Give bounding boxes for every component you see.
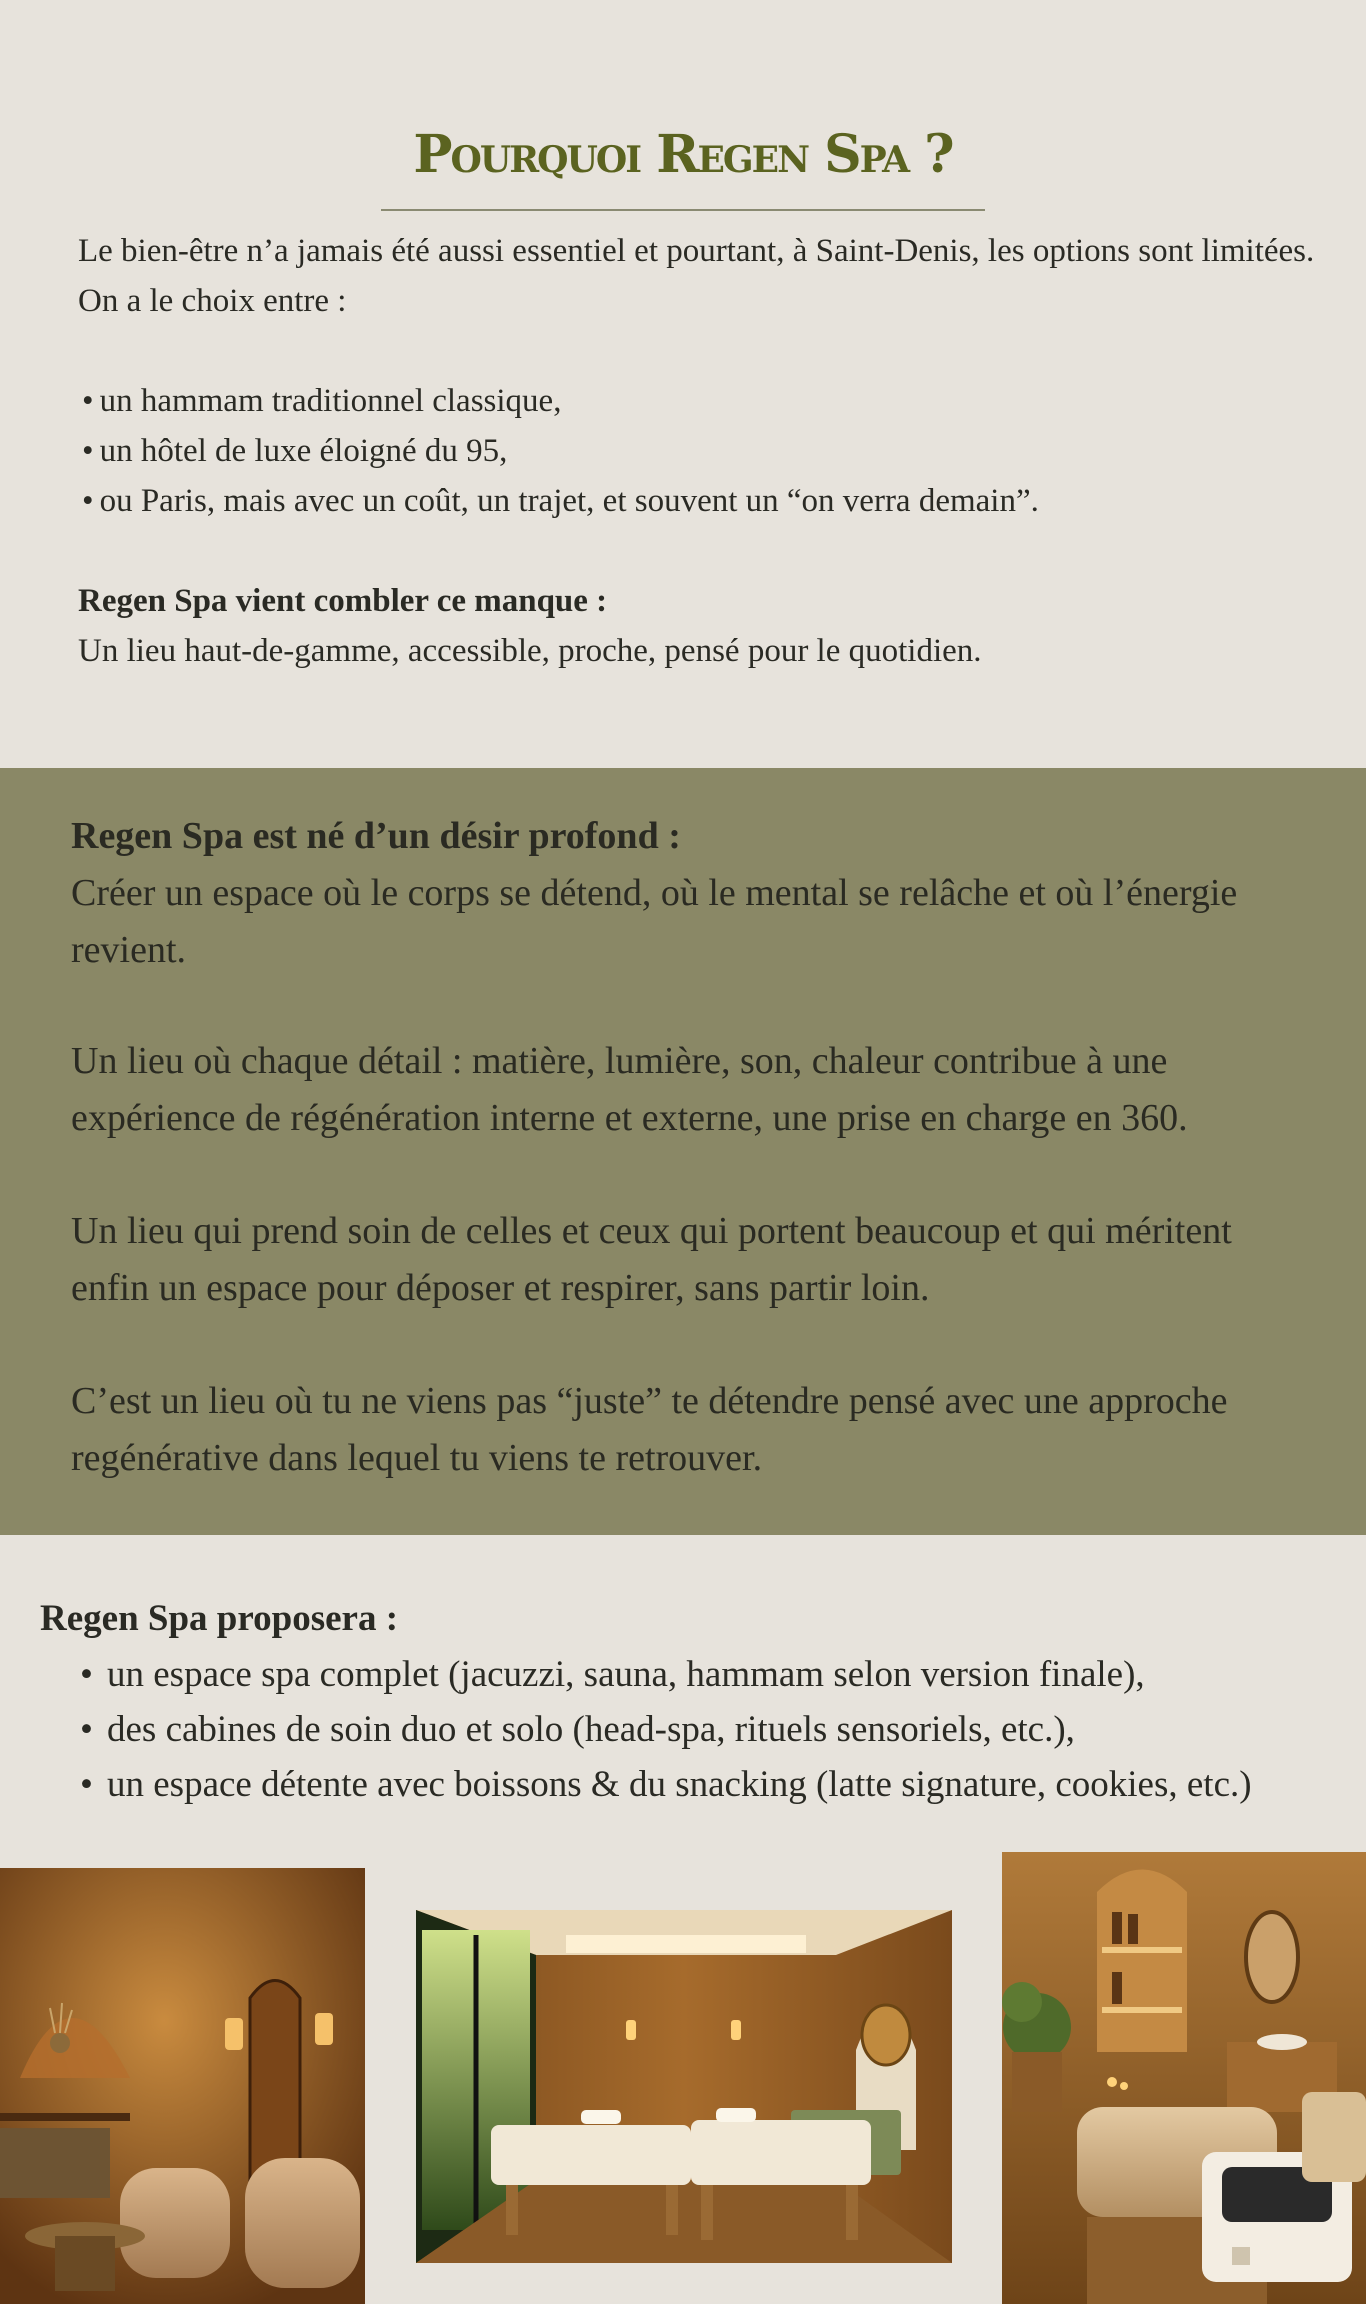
treatment-room-photo bbox=[416, 1910, 952, 2263]
care-paragraph: Un lieu qui prend soin de celles et ceux qui portent beaucoup et qui méritent enfin un espace pour déposer et respirer, sans partir loin. bbox=[71, 1210, 1232, 1309]
list-item: • un espace spa complet (jacuzzi, sauna, hammam selon version finale), bbox=[40, 1647, 1360, 1702]
why-section bbox=[0, 0, 1366, 768]
origin-heading: Regen Spa est né d’un désir profond : bbox=[71, 815, 681, 857]
list-item: • ou Paris, mais avec un coût, un trajet, et souvent un “on verra demain”. bbox=[82, 476, 1322, 526]
list-item: • un hammam traditionnel classique, bbox=[82, 376, 1322, 426]
manque-text: Un lieu haut-de-gamme, accessible, proche, pensé pour le quotidien. bbox=[78, 633, 982, 669]
regenerative-paragraph: C’est un lieu où tu ne viens pas “juste” te détendre pensé avec une approche regénérative dans lequel tu viens te retrouver. bbox=[71, 1380, 1228, 1479]
origin-section bbox=[0, 768, 1366, 1535]
list-item: • un hôtel de luxe éloigné du 95, bbox=[82, 426, 1322, 476]
options-list bbox=[82, 376, 1322, 526]
list-item: • des cabines de soin duo et solo (head-spa, rituels sensoriels, etc.), bbox=[40, 1702, 1360, 1757]
intro-paragraph: Le bien-être n’a jamais été aussi essentiel et pourtant, à Saint-Denis, les options sont limitées. On a le choix entre : bbox=[78, 233, 1315, 319]
offer-heading: Regen Spa proposera : bbox=[40, 1598, 399, 1639]
offer-list bbox=[40, 1647, 1360, 1812]
manque-heading: Regen Spa vient combler ce manque : bbox=[78, 583, 608, 619]
title-divider bbox=[381, 209, 985, 211]
head-spa-cabin-photo bbox=[1002, 1852, 1366, 2304]
origin-paragraph bbox=[71, 808, 1311, 979]
detail-paragraph: Un lieu où chaque détail : matière, lumière, son, chaleur contribue à une expérience de régénération interne et externe, une prise en charge en 360. bbox=[71, 1040, 1188, 1139]
lounge-photo bbox=[0, 1868, 365, 2304]
origin-text: Créer un espace où le corps se détend, où le mental se relâche et où l’énergie revient. bbox=[71, 872, 1238, 971]
list-item: • un espace détente avec boissons & du snacking (latte signature, cookies, etc.) bbox=[40, 1757, 1360, 1812]
page-title: Pourquoi Regen Spa ? bbox=[413, 124, 953, 185]
